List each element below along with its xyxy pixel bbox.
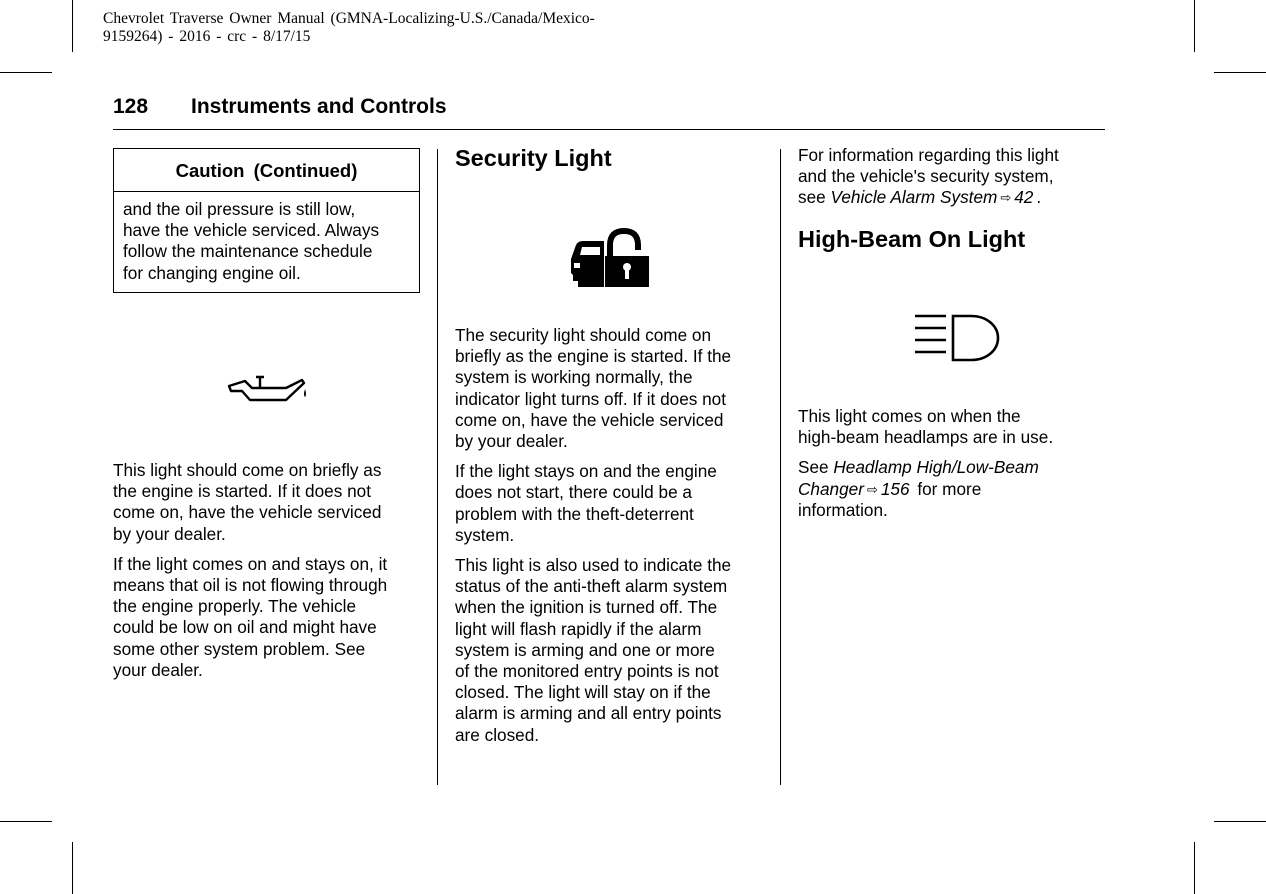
text-line: of the monitored entry points is not: [455, 661, 719, 682]
text-line: briefly as the engine is started. If the: [455, 346, 732, 367]
paragraph: [455, 325, 777, 452]
text-line: If the light stays on and the engine: [455, 461, 717, 482]
text-line: status of the anti-theft alarm system: [455, 576, 728, 597]
period: .: [1036, 187, 1042, 208]
text-line: system is arming and one or more: [455, 639, 715, 660]
page-number: 128: [113, 95, 149, 118]
text-line: come on, have the vehicle serviced: [113, 502, 382, 523]
section-title: Instruments and Controls: [191, 95, 447, 118]
caution-box: [113, 148, 420, 293]
text-line: could be low on oil and might have: [113, 617, 377, 638]
text-line: does not start, there could be a: [455, 482, 692, 503]
page-ref-arrow: ⇨: [1000, 190, 1012, 206]
manual-info-line1: Chevrolet Traverse Owner Manual (GMNA-Localizing-U.S./Canada/Mexico-: [103, 10, 595, 27]
paragraph: [455, 555, 777, 746]
security-light-heading: Security Light: [455, 145, 612, 171]
text-line: The security light should come on: [455, 325, 712, 345]
running-head: [113, 95, 447, 119]
page-ref-156[interactable]: 156: [880, 478, 910, 499]
column-3-top-text: [798, 145, 1108, 218]
text-line: [798, 457, 1108, 478]
crop-mark: [1214, 821, 1266, 822]
crop-mark: [0, 72, 52, 73]
text-line: problem with the theft-deterrent: [455, 503, 694, 524]
paragraph: [798, 145, 1108, 209]
text-line: information.: [798, 499, 888, 520]
text-line: by your dealer.: [455, 431, 568, 452]
oil-pressure-icon: [226, 374, 312, 414]
vehicle-alarm-system-link[interactable]: Vehicle Alarm System: [830, 187, 998, 208]
text-line: For information regarding this light: [798, 145, 1059, 165]
column-3-bottom-text: [798, 406, 1108, 530]
text-line: and the vehicle's security system,: [798, 166, 1054, 187]
column-2-text: [455, 325, 777, 755]
headlamp-changer-link-cont[interactable]: Changer: [798, 478, 864, 499]
text-line: system is working normally, the: [455, 367, 693, 388]
caution-line: for changing engine oil.: [123, 262, 301, 283]
headlamp-changer-link[interactable]: Headlamp High/Low-Beam: [833, 457, 1039, 478]
text-line: light will flash rapidly if the alarm: [455, 618, 702, 639]
caution-line: and the oil pressure is still low,: [123, 199, 356, 219]
text-line: come on, have the vehicle serviced: [455, 409, 724, 430]
text-line: [798, 479, 1108, 500]
paragraph: [113, 460, 433, 545]
caution-line: have the vehicle serviced. Always: [123, 220, 380, 241]
security-lock-icon: [568, 225, 652, 289]
text-line: when the ignition is turned off. The: [455, 597, 718, 618]
text-line: your dealer.: [113, 659, 203, 680]
text-line: system.: [455, 524, 515, 545]
manual-info: [103, 10, 723, 46]
text-line: high-beam headlamps are in use.: [798, 427, 1054, 448]
column-1-text: [113, 460, 433, 690]
text-line: alarm is arming and all entry points: [455, 703, 722, 724]
paragraph: [798, 406, 1108, 448]
text-line: This light comes on when the: [798, 406, 1021, 426]
column-divider: [437, 149, 438, 785]
crop-mark: [72, 0, 73, 52]
text-line: by your dealer.: [113, 523, 226, 544]
text-line: some other system problem. See: [113, 638, 366, 659]
manual-info-line2: 9159264) - 2016 - crc - 8/17/15: [103, 28, 311, 45]
high-beam-heading: High-Beam On Light: [798, 226, 1026, 252]
caution-line: follow the maintenance schedule: [123, 241, 373, 262]
text-line: indicator light turns off. If it does not: [455, 388, 727, 409]
crop-mark: [1194, 842, 1195, 894]
crop-mark: [0, 821, 52, 822]
crop-mark: [72, 842, 73, 894]
page-ref-42[interactable]: 42: [1014, 187, 1034, 208]
crop-mark: [1214, 72, 1266, 73]
paragraph: [798, 457, 1108, 521]
see-text: See: [798, 457, 829, 478]
text-line: are closed.: [455, 724, 540, 745]
high-beam-icon: [912, 312, 1002, 364]
header-rule: [113, 129, 1105, 130]
paragraph: [113, 554, 433, 681]
text-line: This light is also used to indicate the: [455, 555, 732, 576]
column-divider: [780, 149, 781, 785]
text-line: closed. The light will stay on if the: [455, 682, 711, 703]
text-line: the engine properly. The vehicle: [113, 596, 357, 617]
text-line: [798, 187, 1108, 208]
caution-body: [114, 192, 419, 292]
for-more-text: for more: [917, 478, 982, 499]
text-line: This light should come on briefly as: [113, 460, 382, 480]
page-ref-arrow: ⇨: [866, 481, 878, 497]
text-line: means that oil is not flowing through: [113, 575, 388, 596]
paragraph: [455, 461, 777, 546]
caution-title: Caution (Continued): [114, 149, 419, 192]
see-text: see: [798, 187, 826, 208]
crop-mark: [1194, 0, 1195, 52]
text-line: the engine is started. If it does not: [113, 481, 371, 502]
text-line: If the light comes on and stays on, it: [113, 553, 388, 574]
